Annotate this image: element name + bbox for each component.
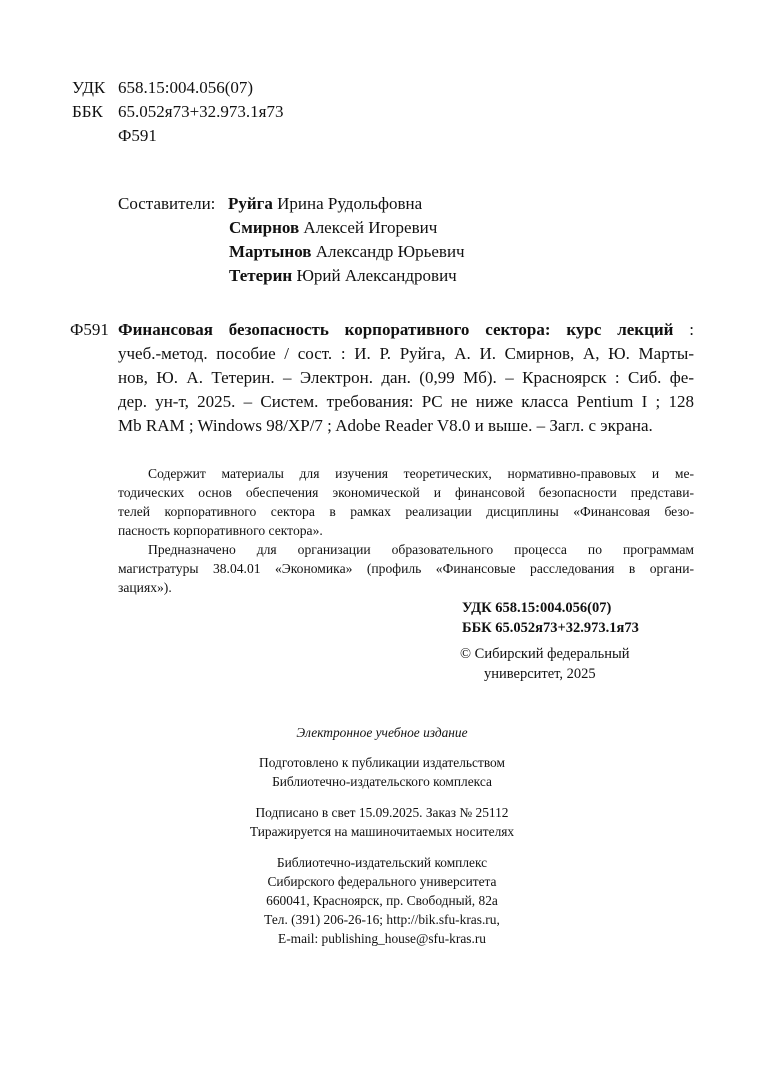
bib-code: Ф591: [70, 320, 109, 339]
bib-title: Финансовая безопасность корпоративного сектора: курс лекций: [118, 320, 674, 339]
udk-line: [72, 76, 253, 100]
bbk-line: [72, 100, 283, 124]
compiler-surname: Смирнов: [229, 218, 300, 237]
compiler-row: [229, 240, 465, 264]
bib-title-line: [70, 318, 694, 342]
annotation-paragraph-1: [118, 464, 694, 540]
compiler-name: Алексей Игоревич: [303, 218, 438, 237]
publisher-line: 660041, Красноярск, пр. Свободный, 82а: [266, 893, 498, 908]
compiler-surname: Тетерин: [229, 266, 293, 285]
annotation-line: зациях»).: [118, 580, 172, 595]
bbk-label: ББК: [72, 102, 103, 121]
bbk-value: 65.052я73+32.973.1я73: [118, 102, 284, 121]
bib-line: учеб.-метод. пособие / сост. : И. Р. Руйга, А. И. Смирнов, А, Ю. Марты-: [118, 344, 694, 363]
prepared-line: Библиотечно-издательского комплекса: [272, 774, 492, 789]
bibliographic-description: [70, 318, 694, 438]
compiler-name: Ирина Рудольфовна: [277, 194, 423, 213]
udk-label: УДК: [72, 78, 106, 97]
compiler-surname: Руйга: [228, 194, 273, 213]
copyright-line-2: университет, 2025: [484, 666, 596, 682]
prepared-line: Подготовлено к публикации издательством: [259, 755, 505, 770]
publisher-line: Сибирского федерального университета: [267, 874, 497, 889]
author-sign: Ф591: [118, 126, 157, 145]
compiler-row: [229, 264, 457, 288]
bib-line: нов, Ю. А. Тетерин. – Электрон. дан. (0,99 Мб). – Красноярск : Сиб. фе-: [118, 368, 694, 387]
compiler-name: Александр Юрьевич: [315, 242, 465, 261]
compiler-surname: Мартынов: [229, 242, 312, 261]
compilers-prefix: Составители:: [118, 194, 216, 213]
publisher-line: Библиотечно-издательский комплекс: [276, 855, 488, 870]
right-bbk: ББК 65.052я73+32.973.1я73: [462, 620, 639, 636]
edition-type: Электронное учебное издание: [296, 725, 468, 740]
right-udk: УДК 658.15:004.056(07): [462, 600, 612, 616]
annotation-line: телей корпоративного сектора в рамках реализации дисциплины «Финансовая безо-: [118, 504, 694, 519]
annotation-line: магистратуры 38.04.01 «Экономика» (профиль «Финансовые расследования в органи-: [118, 561, 694, 576]
publisher-line: Тел. (391) 206-26-16; http://bik.sfu-kras.ru,: [264, 912, 500, 927]
udk-value: 658.15:004.056(07): [118, 78, 254, 97]
copyright-line-1: © Сибирский федеральный: [460, 646, 630, 662]
signed-line: Тиражируется на машиночитаемых носителях: [249, 824, 515, 839]
signed-line: Подписано в свет 15.09.2025. Заказ № 25112: [255, 805, 509, 820]
bib-line: Mb RAM ; Windows 98/XP/7 ; Adobe Reader V8.0 и выше. – Загл. с экрана.: [118, 416, 653, 435]
compiler-name: Юрий Александрович: [296, 266, 457, 285]
annotation-paragraph-2: [118, 540, 694, 597]
compiler-row: [118, 192, 422, 216]
compiler-row: [229, 216, 437, 240]
bib-title-tail: :: [673, 320, 694, 339]
annotation-line: Предназначено для организации образовательного процесса по программам: [148, 542, 694, 557]
annotation-line: пасность корпоративного сектора».: [118, 523, 323, 538]
bib-line: дер. ун-т, 2025. – Систем. требования: PC не ниже класса Pentium I ; 128: [118, 392, 694, 411]
publisher-line: E-mail: publishing_house@sfu-kras.ru: [278, 931, 486, 946]
annotation-line: тодических основ обеспечения экономической и финансовой безопасности представи-: [118, 485, 694, 500]
annotation-line: Содержит материалы для изучения теоретических, нормативно-правовых и ме-: [148, 466, 694, 481]
